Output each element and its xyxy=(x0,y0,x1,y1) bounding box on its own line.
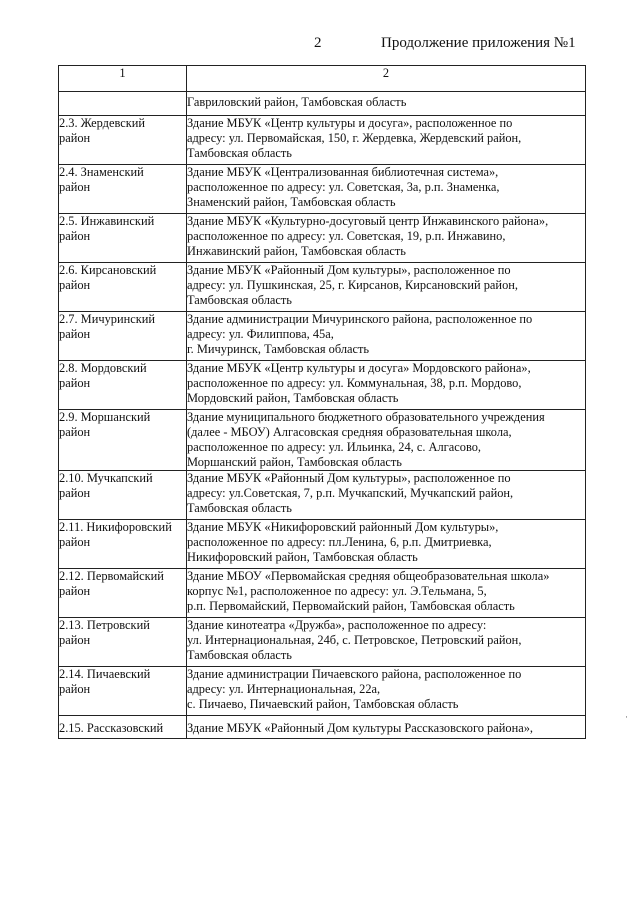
venue-line: ул. Интернациональная, 24б, с. Петровское, Петровский район, xyxy=(187,633,522,647)
table-row xyxy=(59,312,586,361)
district-cell xyxy=(59,410,187,471)
district-cell xyxy=(59,312,187,361)
venue-cell xyxy=(187,361,586,410)
venue-cell xyxy=(187,410,586,471)
district-line: район xyxy=(59,535,91,549)
table-row xyxy=(59,263,586,312)
district-cell xyxy=(59,92,187,116)
venue-line: Здание администрации Мичуринского района, расположенное по xyxy=(187,312,533,326)
venue-line: Здание МБУК «Центр культуры и досуга» Мордовского района», xyxy=(187,361,531,375)
table-row xyxy=(59,116,586,165)
venue-line: Моршанский район, Тамбовская область xyxy=(187,455,402,469)
venue-line: адресу: ул. Первомайская, 150, г. Жердевка, Жердевский район, xyxy=(187,131,522,145)
district-cell xyxy=(59,716,187,739)
district-line: район xyxy=(59,278,91,292)
district-line: 2.12. Первомайский xyxy=(59,569,164,583)
venue-line: расположенное по адресу: пл.Ленина, 6, р.п. Дмитриевка, xyxy=(187,535,492,549)
venue-line: расположенное по адресу: ул. Коммунальная, 38, р.п. Мордово, xyxy=(187,376,522,390)
venue-line: р.п. Первомайский, Первомайский район, Тамбовская область xyxy=(187,599,515,613)
district-line: район xyxy=(59,180,91,194)
district-line: 2.5. Инжавинский xyxy=(59,214,155,228)
district-line: район xyxy=(59,486,91,500)
venue-line: Здание МБУК «Централизованная библиотечная система», xyxy=(187,165,499,179)
district-line: район xyxy=(59,584,91,598)
table-row xyxy=(59,667,586,716)
venue-line: адресу: ул. Пушкинская, 25, г. Кирсанов, Кирсановский район, xyxy=(187,278,518,292)
venue-cell xyxy=(187,214,586,263)
venue-line: Тамбовская область xyxy=(187,293,292,307)
district-line: 2.7. Мичуринский xyxy=(59,312,155,326)
venue-cell xyxy=(187,263,586,312)
district-line: 2.14. Пичаевский xyxy=(59,667,151,681)
district-cell xyxy=(59,165,187,214)
district-cell xyxy=(59,618,187,667)
venue-line: расположенное по адресу: ул. Ильинка, 24, с. Алгасово, xyxy=(187,440,482,454)
venue-line: Здание кинотеатра «Дружба», расположенное по адресу: xyxy=(187,618,487,632)
column-header-1: 1 xyxy=(59,66,187,92)
venue-line: Тамбовская область xyxy=(187,501,292,515)
table-row xyxy=(59,569,586,618)
appendix-continuation-caption: Продолжение приложения №1 xyxy=(381,35,576,51)
venue-cell xyxy=(187,716,586,739)
district-line: район xyxy=(59,633,91,647)
district-line: район xyxy=(59,425,91,439)
venue-cell xyxy=(187,116,586,165)
polling-venues-table xyxy=(58,65,586,739)
table-row xyxy=(59,716,586,739)
venue-line: Здание МБУК «Районный Дом культуры Рассказовского района», xyxy=(187,721,534,735)
district-cell xyxy=(59,116,187,165)
venue-line: расположенное по адресу: ул. Советская, 3а, р.п. Знаменка, xyxy=(187,180,500,194)
district-line: 2.4. Знаменский xyxy=(59,165,144,179)
venue-line: Здание МБУК «Центр культуры и досуга», расположенное по xyxy=(187,116,513,130)
district-line: 2.13. Петровский xyxy=(59,618,150,632)
venue-cell xyxy=(187,667,586,716)
district-cell xyxy=(59,214,187,263)
venue-cell xyxy=(187,520,586,569)
table-row xyxy=(59,361,586,410)
venue-line: Здание муниципального бюджетного образовательного учреждения xyxy=(187,410,545,424)
scan-mark: · xyxy=(625,712,628,722)
district-line: 2.9. Моршанский xyxy=(59,410,151,424)
district-cell xyxy=(59,520,187,569)
venue-line: Знаменский район, Тамбовская область xyxy=(187,195,396,209)
venue-line: Никифоровский район, Тамбовская область xyxy=(187,550,418,564)
district-cell xyxy=(59,361,187,410)
district-cell xyxy=(59,263,187,312)
district-line: район xyxy=(59,376,91,390)
district-line: район xyxy=(59,682,91,696)
venue-line: Здание МБОУ «Первомайская средняя общеобразовательная школа» xyxy=(187,569,550,583)
venue-line: Гавриловский район, Тамбовская область xyxy=(187,95,407,109)
venue-line: с. Пичаево, Пичаевский район, Тамбовская область xyxy=(187,697,459,711)
venue-line: адресу: ул.Советская, 7, р.п. Мучкапский, Мучкапский район, xyxy=(187,486,514,500)
district-line: район xyxy=(59,131,91,145)
page-number: 2 xyxy=(314,35,322,51)
venue-line: адресу: ул. Филиппова, 45а, xyxy=(187,327,334,341)
table-row xyxy=(59,214,586,263)
venue-cell xyxy=(187,92,586,116)
venue-cell xyxy=(187,569,586,618)
district-line: 2.6. Кирсановский xyxy=(59,263,157,277)
table-row xyxy=(59,165,586,214)
venue-line: Здание администрации Пичаевского района, расположенное по xyxy=(187,667,522,681)
district-line: район xyxy=(59,229,91,243)
column-header-2: 2 xyxy=(187,66,586,92)
venue-line: Здание МБУК «Культурно-досуговый центр Инжавинского района», xyxy=(187,214,549,228)
venue-cell xyxy=(187,312,586,361)
district-cell xyxy=(59,471,187,520)
venue-line: Здание МБУК «Никифоровский районный Дом культуры», xyxy=(187,520,499,534)
venue-line: Мордовский район, Тамбовская область xyxy=(187,391,399,405)
table-row xyxy=(59,471,586,520)
venue-line: (далее - МБОУ) Алгасовская средняя образовательная школа, xyxy=(187,425,512,439)
district-line: 2.15. Рассказовский xyxy=(59,721,164,735)
venue-line: Здание МБУК «Районный Дом культуры», расположенное по xyxy=(187,263,511,277)
venue-line: Инжавинский район, Тамбовская область xyxy=(187,244,406,258)
venue-line: Здание МБУК «Районный Дом культуры», расположенное по xyxy=(187,471,511,485)
venue-line: г. Мичуринск, Тамбовская область xyxy=(187,342,370,356)
district-cell xyxy=(59,667,187,716)
table-row xyxy=(59,520,586,569)
venue-line: расположенное по адресу: ул. Советская, 19, р.п. Инжавино, xyxy=(187,229,506,243)
venue-line: Тамбовская область xyxy=(187,146,292,160)
district-line: 2.3. Жердевский xyxy=(59,116,146,130)
venue-cell xyxy=(187,471,586,520)
venue-line: адресу: ул. Интернациональная, 22а, xyxy=(187,682,381,696)
district-cell xyxy=(59,569,187,618)
table-row-continuation xyxy=(59,92,586,116)
district-line: 2.10. Мучкапский xyxy=(59,471,153,485)
district-line: 2.11. Никифоровский xyxy=(59,520,172,534)
district-line: район xyxy=(59,327,91,341)
table-row xyxy=(59,618,586,667)
district-line: 2.8. Мордовский xyxy=(59,361,147,375)
venue-line: Тамбовская область xyxy=(187,648,292,662)
venue-line: корпус №1, расположенное по адресу: ул. Э.Тельмана, 5, xyxy=(187,584,487,598)
table-row xyxy=(59,410,586,471)
venue-cell xyxy=(187,165,586,214)
table-header-row xyxy=(59,66,586,92)
venue-cell xyxy=(187,618,586,667)
